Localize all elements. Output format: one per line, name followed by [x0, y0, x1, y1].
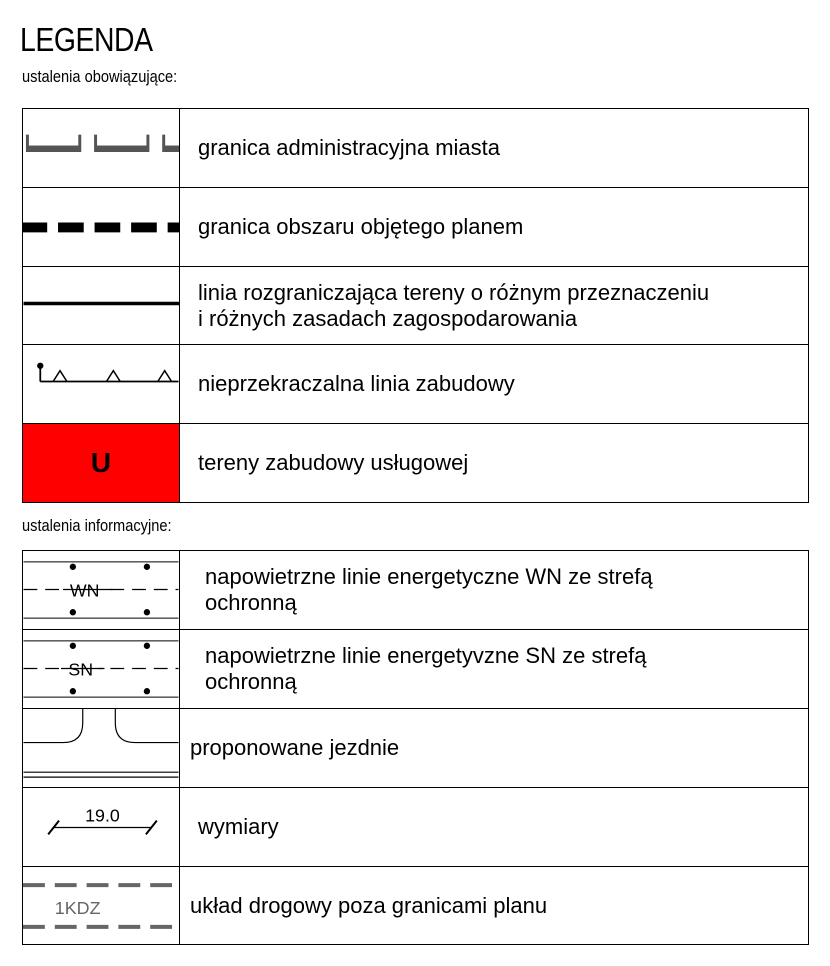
legend-description: tereny zabudowy usługowej	[198, 450, 469, 475]
legend-row-dimensions	[23, 788, 808, 867]
legend-row-proposed-roads	[23, 709, 808, 788]
legend-description: granica administracyjna miasta	[198, 135, 501, 160]
legend-row-sn-lines	[23, 630, 808, 709]
building-line-symbol	[23, 345, 180, 423]
building-line-triangles-icon	[23, 345, 179, 423]
wn-lines-symbol	[23, 551, 180, 629]
legend-description: granica obszaru objętego planem	[198, 214, 524, 239]
service-area-symbol: U	[23, 424, 180, 502]
admin-border-symbol	[23, 109, 180, 187]
legend-description: układ drogowy poza granicami planu	[190, 892, 548, 918]
road-code-text: 1KDZ	[54, 897, 101, 918]
legend-description-line1: napowietrzne linie energetyvzne SN ze strefą	[205, 643, 647, 668]
road-outside-plan-symbol	[23, 867, 180, 944]
section-label-informational: ustalenia informacyjne:	[22, 516, 172, 535]
legend-row-demarcation-line	[23, 267, 808, 345]
legend-description-multiline	[198, 267, 798, 344]
solid-demarcation-line-icon	[23, 267, 179, 344]
plan-boundary-symbol	[23, 188, 180, 266]
legend-description: proponowane jezdnie	[190, 735, 400, 760]
legend-row-building-line	[23, 345, 808, 424]
dashed-boundary-line-icon	[23, 188, 179, 266]
legend-row-wn-lines	[23, 551, 808, 630]
legend-description: nieprzekraczalna linia zabudowy	[198, 371, 515, 396]
dimensions-symbol	[23, 788, 180, 866]
legend-description-line2: ochronną	[205, 669, 297, 694]
legend-title: LEGENDA	[20, 21, 153, 58]
legend-description-line1: napowietrzne linie energetyczne WN ze strefą	[205, 564, 653, 589]
road-junction-icon	[23, 709, 179, 787]
legend-description-multiline	[205, 551, 798, 629]
wn-symbol-text: WN	[69, 580, 100, 601]
legend-description-multiline	[205, 630, 798, 708]
medium-voltage-line-icon	[23, 630, 179, 708]
admin-border-line-icon	[23, 109, 179, 187]
legend-row-service-area	[23, 424, 808, 502]
legend-description-line2: ochronną	[205, 590, 297, 615]
dimension-line-icon	[23, 788, 179, 866]
legend-table-mandatory	[22, 108, 809, 503]
legend-row-plan-boundary	[23, 188, 808, 267]
high-voltage-line-icon	[23, 551, 179, 629]
legend-row-admin-border	[23, 109, 808, 188]
legend-description-line1: linia rozgraniczająca tereny o różnym przeznaczeniu	[198, 279, 710, 305]
legend-row-road-outside-plan	[23, 867, 808, 944]
section-label-mandatory: ustalenia obowiązujące:	[22, 67, 178, 86]
road-outside-plan-icon	[23, 867, 179, 944]
legend-description: wymiary	[198, 814, 279, 839]
sn-lines-symbol	[23, 630, 180, 708]
dimension-value-text: 19.0	[85, 805, 120, 826]
proposed-roads-symbol	[23, 709, 180, 787]
legend-description-line2: i różnych zasadach zagospodarowania	[198, 305, 578, 331]
sn-symbol-text: SN	[68, 659, 94, 680]
demarcation-line-symbol	[23, 267, 180, 344]
legend-table-informational	[22, 550, 809, 945]
